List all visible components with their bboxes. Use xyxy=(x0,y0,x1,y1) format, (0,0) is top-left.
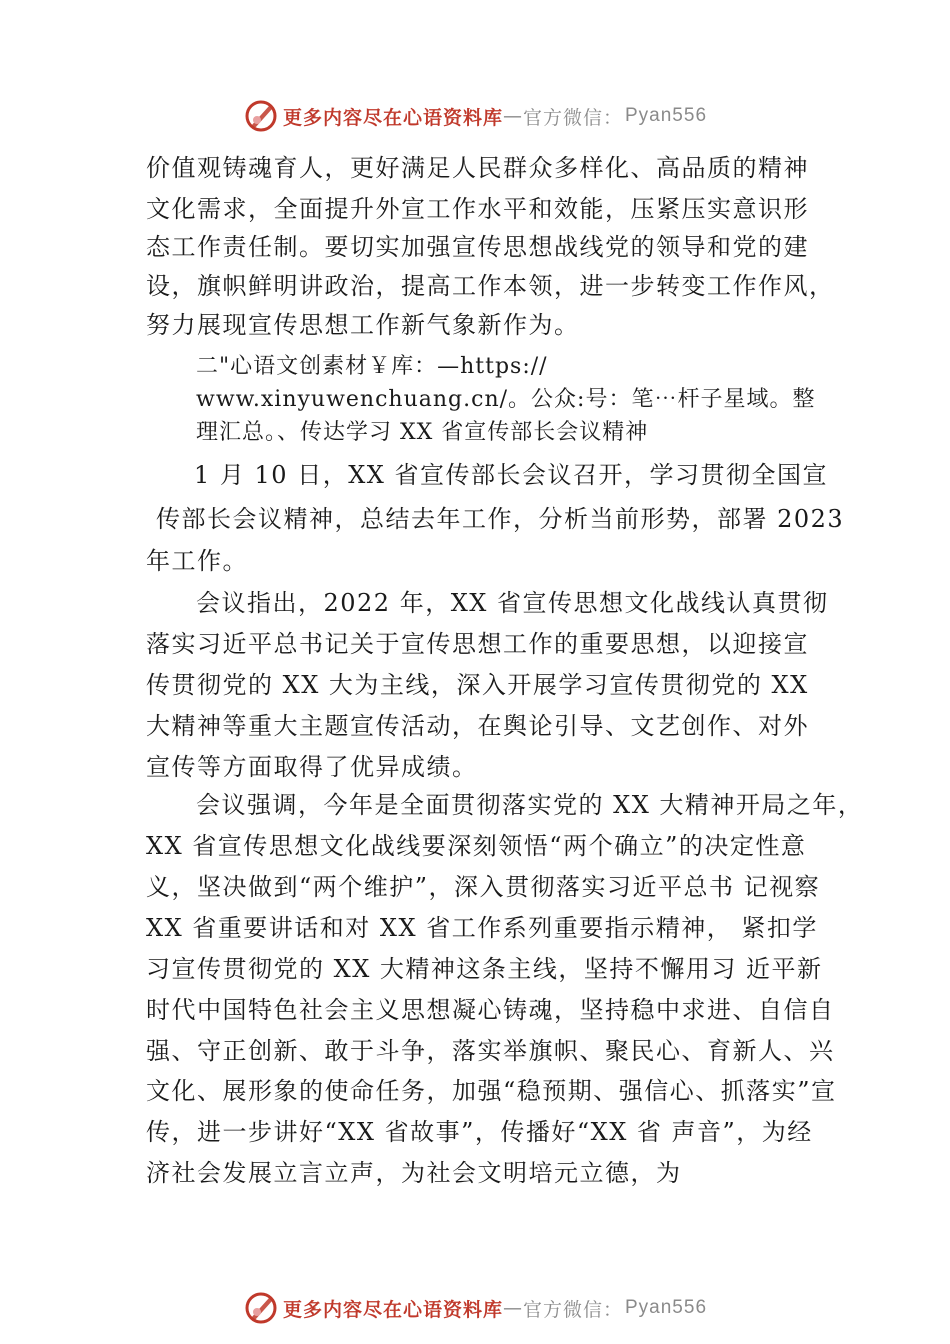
banner-separator: — xyxy=(502,1297,523,1319)
text-line: www.xinyuwenchuang.cn/。公众:号：笔⋯杆子星域。整 xyxy=(196,387,816,412)
text-line: 态工作责任制。要切实加强宣传思想战线党的领导和党的建 xyxy=(146,233,809,261)
banner-wechat-label: 官方微信： xyxy=(522,1298,623,1321)
brush-logo-icon xyxy=(243,98,279,134)
text-line: 习宣传贯彻党的 XX 大精神这条主线，坚持不懈用习 近平新 xyxy=(146,955,823,983)
footer-banner xyxy=(0,1286,950,1330)
text-line: 传贯彻党的 XX 大为主线，深入开展学习宣传贯彻党的 XX xyxy=(146,671,809,699)
text-line: 落实习近平总书记关于宣传思想工作的重要思想，以迎接宣 xyxy=(146,630,809,658)
text-line: 义，坚决做到“两个维护”，深入贯彻落实习近平总书 记视察 xyxy=(146,873,821,901)
text-line: 设，旗帜鲜明讲政治，提高工作本领，进一步转变工作作风， xyxy=(146,272,835,300)
text-line: XX 省宣传思想文化战线要深刻领悟“两个确立”的决定性意 xyxy=(146,832,807,860)
text-line: 文化、展形象的使命任务，加强“稳预期、强信心、抓落实”宣 xyxy=(146,1077,837,1105)
text-line: 年工作。 xyxy=(146,547,248,575)
text-line: 强、守正创新、敢于斗争，落实举旗帜、聚民心、育新人、兴 xyxy=(146,1037,835,1065)
banner-brand: 更多内容尽在心语资料库 xyxy=(282,1298,503,1321)
text-line: 传，进一步讲好“XX 省故事”，传播好“XX 省 声音”，为经 xyxy=(146,1118,813,1146)
brush-logo-icon xyxy=(243,1290,279,1326)
text-line: 二"心语文创素材￥库：—https:// xyxy=(196,354,548,379)
header-banner xyxy=(0,94,950,138)
text-line: 理汇总。、传达学习 XX 省宣传部长会议精神 xyxy=(196,420,649,445)
text-line: 会议指出，2022 年，XX 省宣传思想文化战线认真贯彻 xyxy=(196,589,829,617)
text-line: 文化需求，全面提升外宣工作水平和效能，压紧压实意识形 xyxy=(146,195,809,223)
banner-wechat-label: 官方微信： xyxy=(522,106,623,129)
text-line: 济社会发展立言立声，为社会文明培元立德，为 xyxy=(146,1159,682,1187)
text-line: XX 省重要讲话和对 XX 省工作系列重要指示精神， 紧扣学 xyxy=(146,914,818,942)
text-line: 大精神等重大主题宣传活动，在舆论引导、文艺创作、对外 xyxy=(146,712,809,740)
text-line: 努力展现宣传思想工作新气象新作为。 xyxy=(146,311,580,339)
text-line: 会议强调，今年是全面贯彻落实党的 XX 大精神开局之年， xyxy=(196,791,864,819)
banner-wechat-id: Pyan556 xyxy=(625,1297,708,1318)
text-line: 时代中国特色社会主义思想凝心铸魂，坚持稳中求进、自信自 xyxy=(146,996,835,1024)
banner-brand: 更多内容尽在心语资料库 xyxy=(282,106,503,129)
banner-separator: — xyxy=(502,105,523,127)
text-line: 宣传等方面取得了优异成绩。 xyxy=(146,753,478,781)
banner-wechat-id: Pyan556 xyxy=(625,105,708,126)
text-line: 传部长会议精神，总结去年工作，分析当前形势，部署 2023 xyxy=(156,505,845,533)
text-line: 价值观铸魂育人，更好满足人民群众多样化、高品质的精神 xyxy=(146,154,809,182)
text-line: 1 月 10 日，XX 省宣传部长会议召开，学习贯彻全国宣 xyxy=(194,461,828,489)
